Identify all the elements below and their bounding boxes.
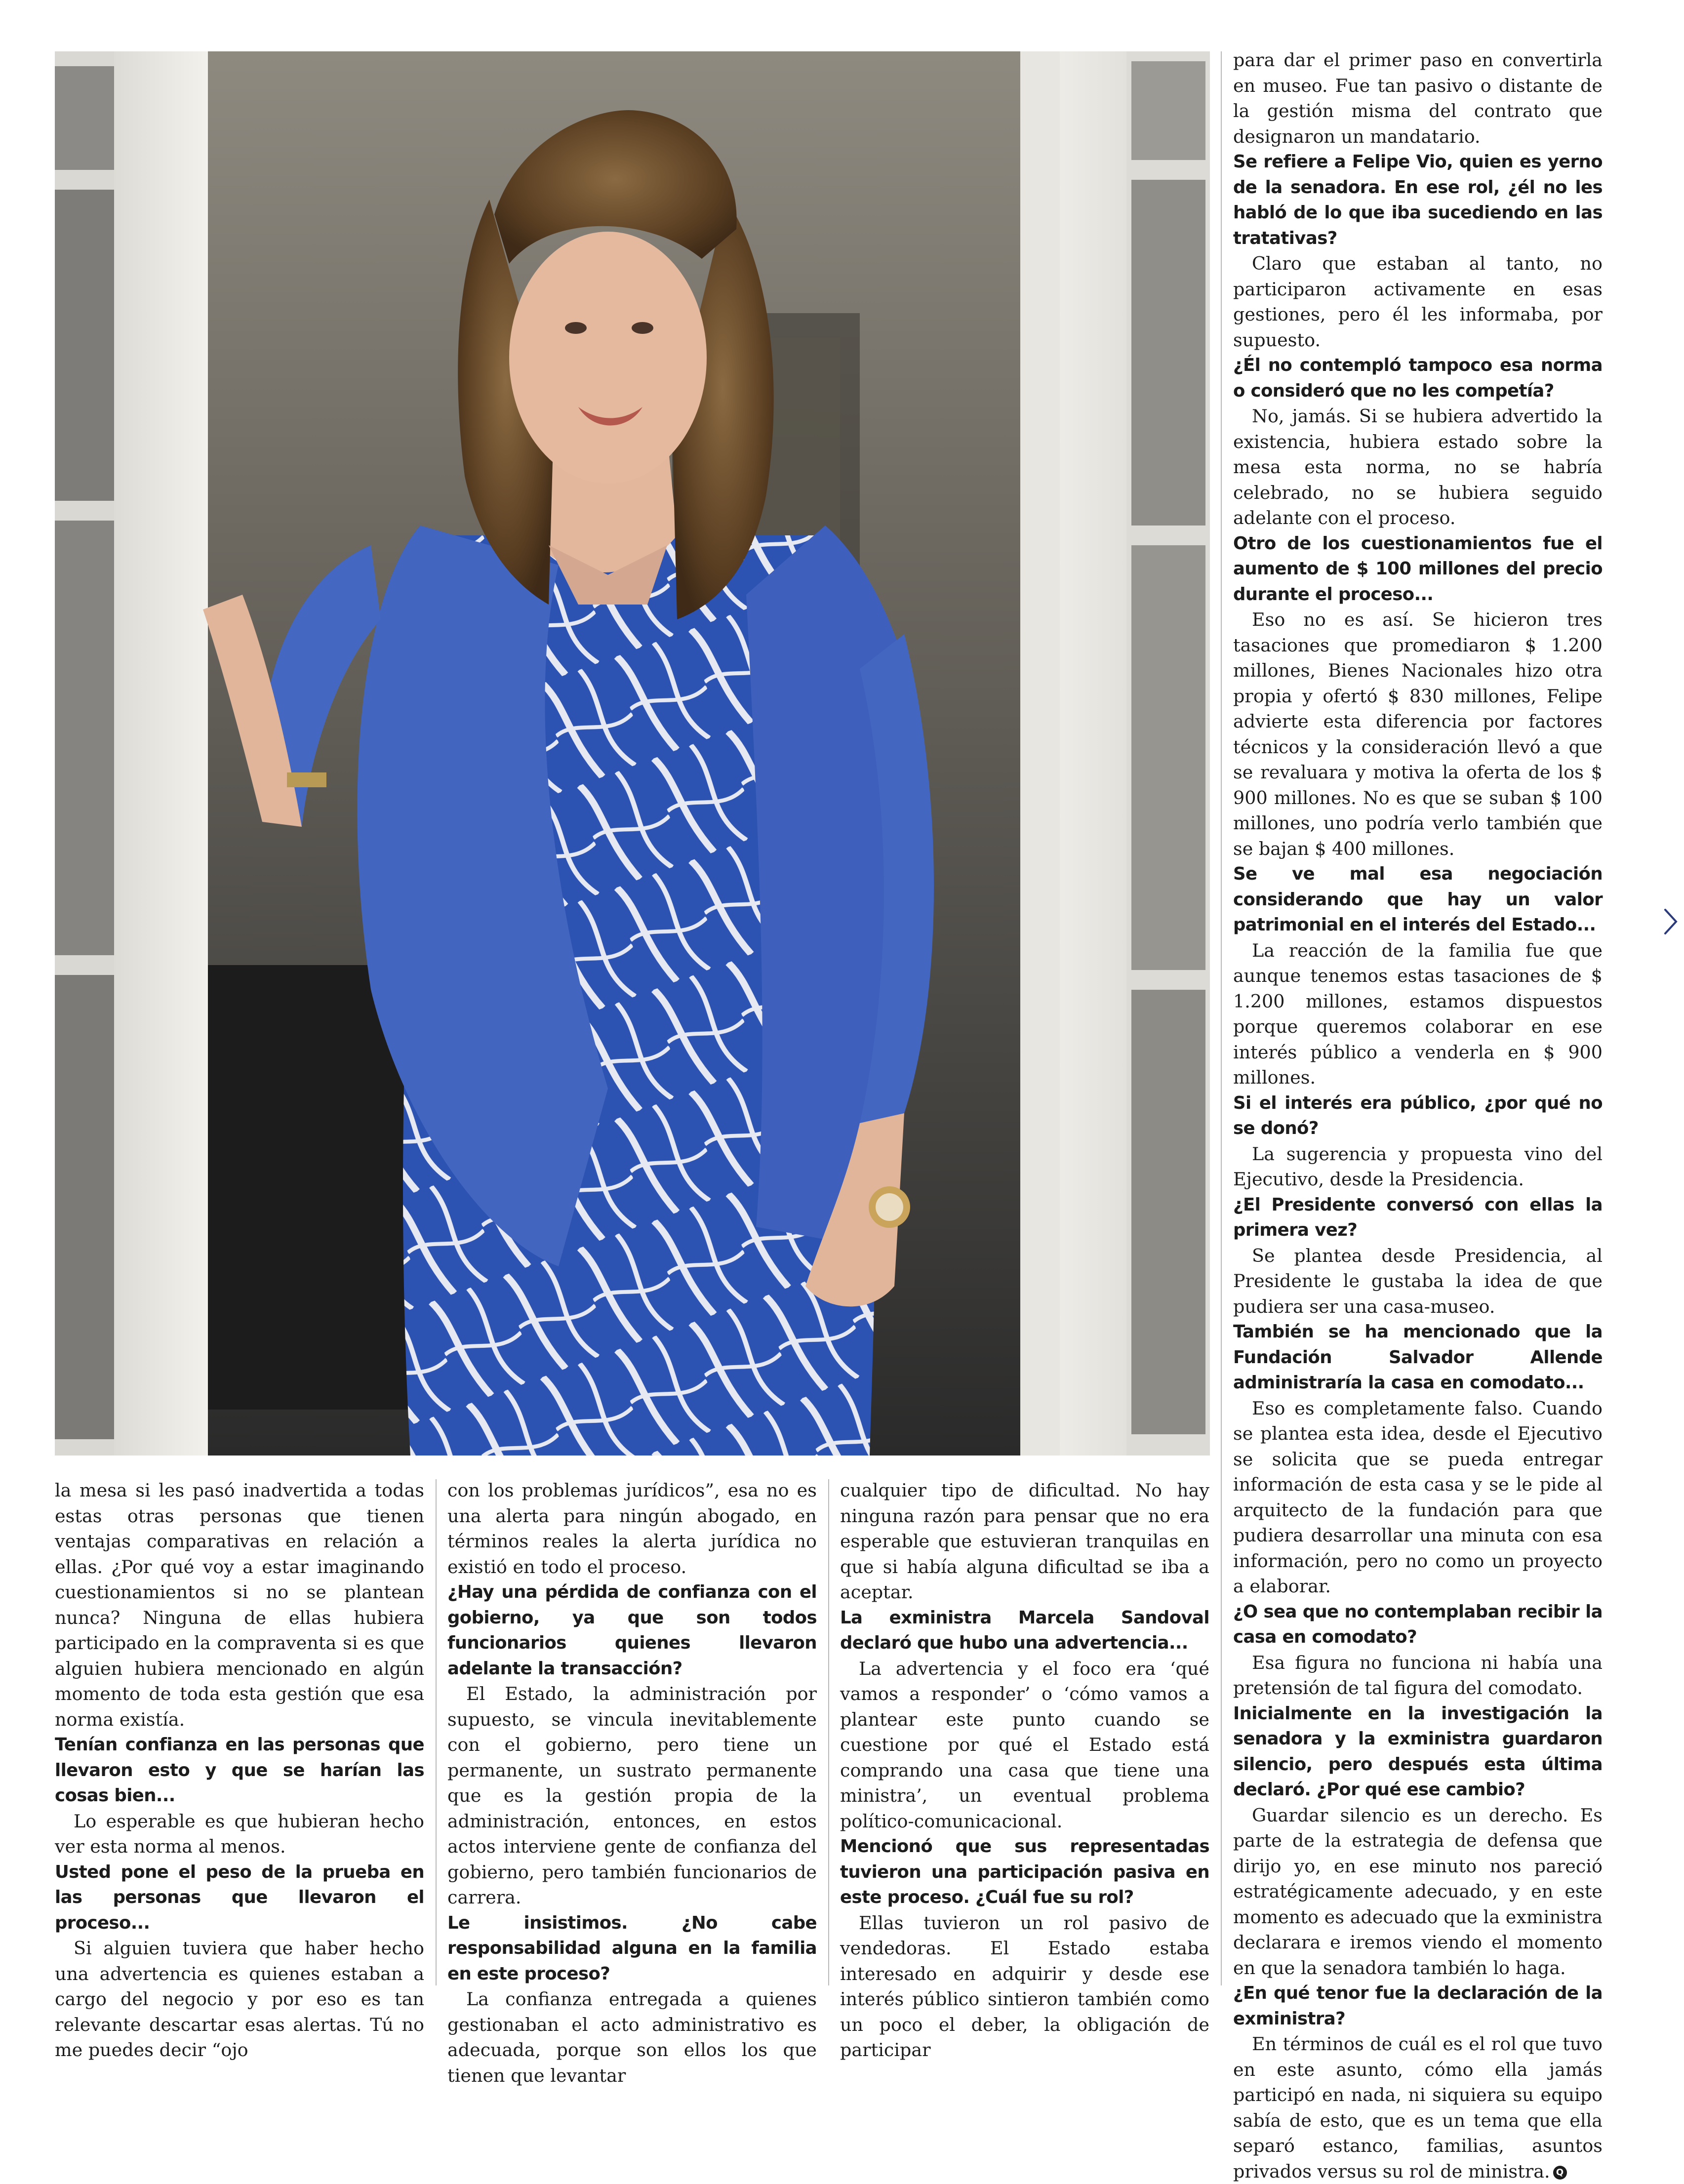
chevron-right-icon	[1663, 908, 1678, 935]
paragraph: Esa figura no funciona ni había una pretensión de tal figura del comodato.	[1233, 1652, 1603, 1699]
question: Usted pone el peso de la prueba en las personas que llevaron el proceso...	[55, 1861, 424, 1933]
paragraph: Lo esperable es que hubieran hecho ver esta norma al menos.	[55, 1810, 424, 1857]
question: ¿Hay una pérdida de confianza con el gobierno, ya que son todos funcionarios quienes llevaron adelante la transacción?	[447, 1582, 817, 1679]
question: La exministra Marcela Sandoval declaró que hubo una advertencia...	[840, 1607, 1209, 1653]
text-column-2	[447, 1478, 817, 2086]
portrait-photo	[55, 51, 1210, 1456]
paragraph: la mesa si les pasó inadvertida a todas estas otras personas que tienen ventajas comparativas en relación a ellas. ¿Por qué voy a estar imaginando cuestionamientos si no se plantean nunca? Ninguna de ellas hubiera participado en la compraventa si es que alguien hubiera mencionado en algún momento de toda esta gestión que esa norma existía.	[55, 1480, 424, 1730]
paragraph: La confianza entregada a quienes gestionaban el acto administrativo es adecuada, porque son ellos los que tienen que levantar	[447, 1988, 817, 2086]
paragraph: La advertencia y el foco era ‘qué vamos a responder’ o ‘cómo vamos a plantear este punto cuando se cuestione por qué el Estado está comprando una casa que tiene una ministra’, un eventual problema político-comunicacional.	[840, 1658, 1209, 1832]
paragraph: Ellas tuvieron un rol pasivo de vendedoras. El Estado estaba interesado en adquirir y desde ese interés público sintieron también como un poco el deber, la obligación de participar	[840, 1912, 1209, 2061]
text-column-4	[1233, 47, 1603, 2182]
question: ¿El Presidente conversó con ellas la primera vez?	[1233, 1194, 1603, 1240]
question: Otro de los cuestionamientos fue el aumento de $ 100 millones del precio durante el proceso...	[1233, 533, 1603, 605]
text-column-1	[55, 1478, 424, 2061]
question: Inicialmente en la investigación la senadora y la exministra guardaron silencio, pero después esta última declaró. ¿Por qué ese cambio?	[1233, 1703, 1603, 1800]
next-page-button[interactable]	[1663, 908, 1678, 935]
question: ¿En qué tenor fue la declaración de la exministra?	[1233, 1983, 1603, 2029]
paragraph: Claro que estaban al tanto, no participaron activamente en esas gestiones, pero él les informaba, por supuesto.	[1233, 253, 1603, 351]
paragraph: para dar el primer paso en convertirla en museo. Fue tan pasivo o distante de la gestión misma del contrato que designaron un mandatario.	[1233, 49, 1603, 147]
paragraph	[1233, 2031, 1603, 2184]
paragraph: con los problemas jurídicos”, esa no es una alerta para ningún abogado, en términos reales la alerta jurídica no existió en todo el proceso.	[447, 1480, 817, 1577]
paragraph: La sugerencia y propuesta vino del Ejecutivo, desde la Presidencia.	[1233, 1143, 1603, 1190]
question: Tenían confianza en las personas que llevaron esto y que se harían las cosas bien...	[55, 1735, 424, 1806]
question: Si el interés era público, ¿por qué no se donó?	[1233, 1092, 1603, 1138]
question: ¿Él no contempló tampoco esa norma o consideró que no les competía?	[1233, 355, 1603, 401]
paragraph: Guardar silencio es un derecho. Es parte de la estrategia de defensa que dirijo yo, en ese minuto nos pareció estratégicamente adecuado, y en este momento es adecuado que la exministra declarara e iremos viendo el momento en que la senadora también lo haga.	[1233, 1804, 1603, 1979]
paragraph: Se plantea desde Presidencia, al Presidente le gustaba la idea de que pudiera ser una casa-museo.	[1233, 1245, 1603, 1317]
question: Mencionó que sus representadas tuvieron una participación pasiva en este proceso. ¿Cuál fue su rol?	[840, 1836, 1209, 1907]
question: Se ve mal esa negociación considerando que hay un valor patrimonial en el interés del Estado...	[1233, 864, 1603, 935]
last-paragraph-text: En términos de cuál es el rol que tuvo en este asunto, cómo ella jamás participó en nada, ni siquiera su equipo sabía de esto, que es un tema que ella separó estanco, familias, asuntos privados versus su rol de ministra.	[1233, 2033, 1603, 2182]
end-mark-icon: Q	[1553, 2166, 1567, 2180]
paragraph: La reacción de la familia fue que aunque tenemos estas tasaciones de $ 1.200 millones, estamos dispuestos porque queremos colaborar en ese interés público a venderla en $ 900 millones.	[1233, 939, 1603, 1088]
paragraph: Eso es completamente falso. Cuando se plantea esta idea, desde el Ejecutivo se solicita que se pueda entregar información de esta casa y se le pide al arquitecto de la fundación para que pudiera desarrollar una minuta con esa información, pero no como un proyecto a elaborar.	[1233, 1397, 1603, 1597]
column-rule	[436, 1479, 437, 1985]
question: También se ha mencionado que la Fundación Salvador Allende administraría la casa en comodato...	[1233, 1322, 1603, 1393]
question: Le insistimos. ¿No cabe responsabilidad alguna en la familia en este proceso?	[447, 1912, 817, 1984]
paragraph: Eso no es así. Se hicieron tres tasaciones que promediaron $ 1.200 millones, Bienes Nacionales hizo otra propia y ofertó $ 830 millones, Felipe advierte esta diferencia por factores técnicos y la consideración llevó a que se revaluara y motiva la oferta de los $ 900 millones. No es que se suban $ 100 millones, uno podría verlo también que se bajan $ 400 millones.	[1233, 609, 1603, 859]
column-rule	[1221, 51, 1222, 1985]
paragraph: cualquier tipo de dificultad. No hay ninguna razón para pensar que no era esperable que estuvieran tranquilas en que si había alguna dificultad se iba a aceptar.	[840, 1480, 1209, 1603]
question: Se refiere a Felipe Vio, quien es yerno de la senadora. En ese rol, ¿él no les habló de lo que iba sucediendo en las tratativas?	[1233, 152, 1603, 248]
column-rule	[828, 1479, 829, 1985]
paragraph: No, jamás. Si se hubiera advertido la existencia, hubiera estado sobre la mesa esta norma, no se habría celebrado, no se hubiera seguido adelante con el proceso.	[1233, 405, 1603, 528]
portrait-illustration	[55, 51, 1210, 1456]
paragraph: El Estado, la administración por supuesto, se vincula inevitablemente con el gobierno, pero tiene un permanente, un sustrato permanente que es la gestión propia de la administración, entonces, en estos actos interviene gente de confianza del gobierno, pero también funcionarios de carrera.	[447, 1683, 817, 1908]
paragraph: Si alguien tuviera que haber hecho una advertencia es quienes estaban a cargo del negocio y por eso es tan relevante descartar esas alertas. Tú no me puedes decir “ojo	[55, 1938, 424, 2061]
text-column-3	[840, 1478, 1209, 2061]
question: ¿O sea que no contemplaban recibir la casa en comodato?	[1233, 1601, 1603, 1647]
